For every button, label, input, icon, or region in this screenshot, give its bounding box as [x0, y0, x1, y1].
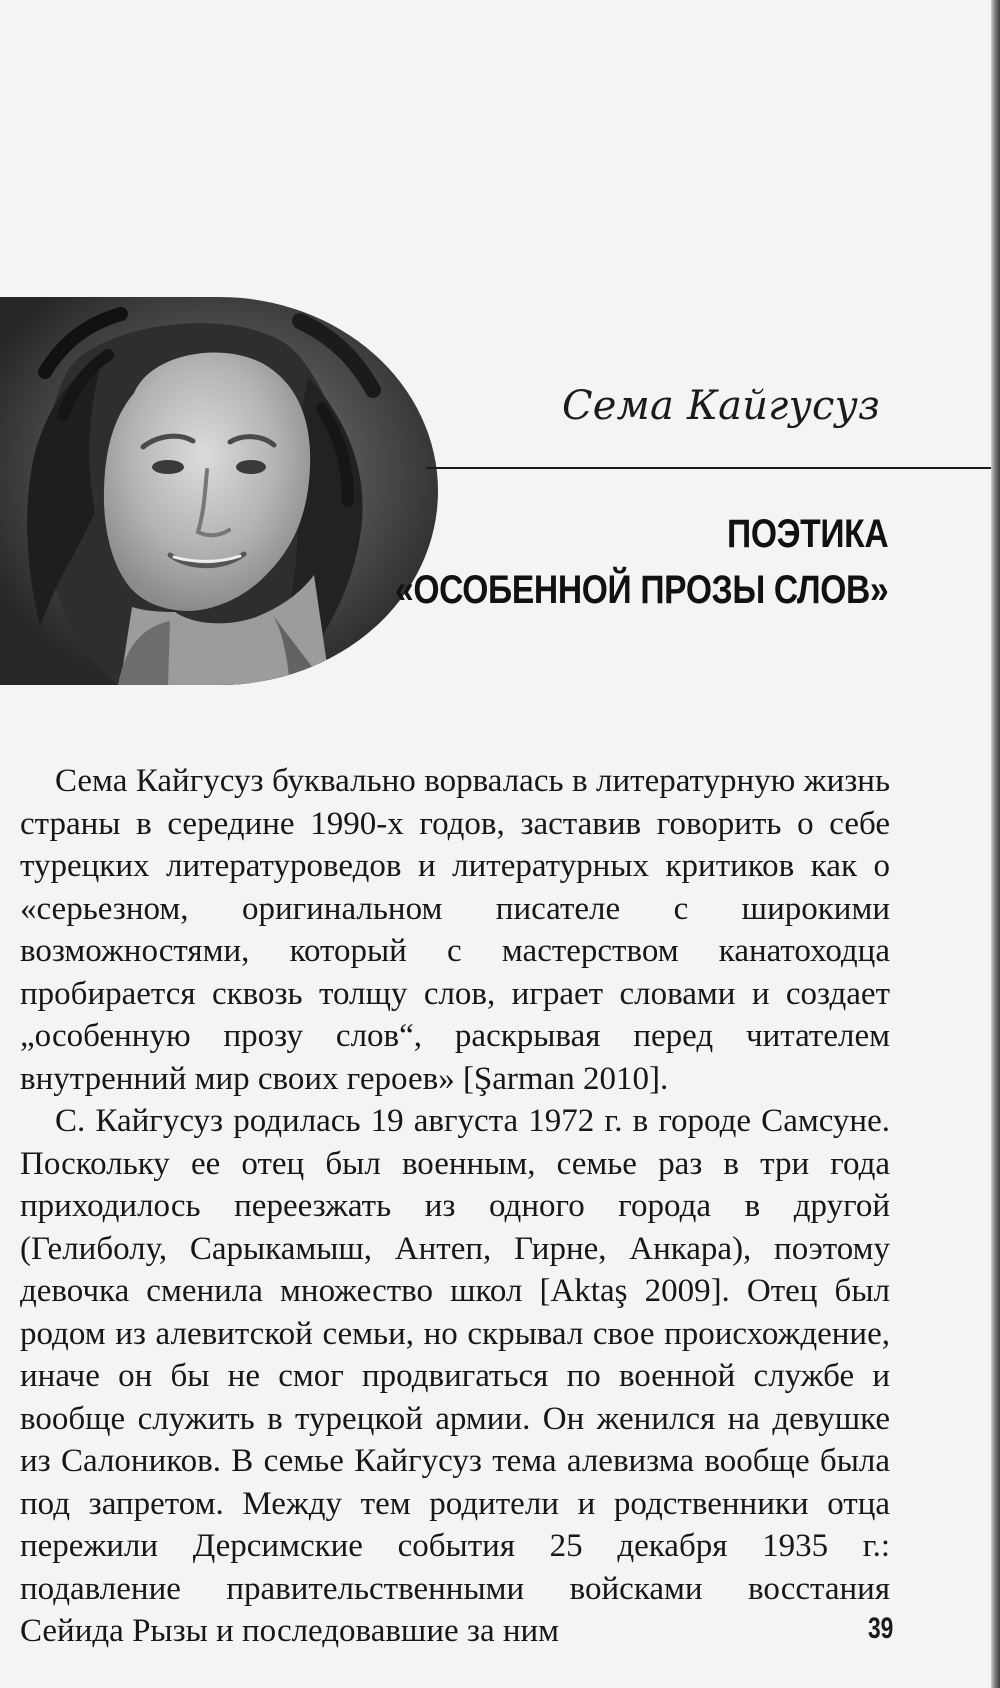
- body-text: [20, 760, 890, 1653]
- page-number: 39: [868, 1612, 894, 1645]
- body-paragraph-2: С. Кайгусуз родилась 19 августа 1972 г. в городе Самсуне. Поскольку ее отец был военным, семье раз в три года приходилось переезжать из одного города в другой (Гелиболу, Сарыкамыш, Антеп, Гирне, Анкара), поэтому девочка сменила множество школ [Aktaş 2009]. Отец был родом из алевитской семьи, но скрывал свое происхождение, иначе он бы не смог продвигаться по военной службе и вообще служить в турецкой армии. Он женился на девушке из Салоников. В семье Кайгусуз тема алевизма вообще была под запретом. Между тем родители и родственники отца пережили Дерсимские события 25 декабря 1935 г.: подавление правительственными войсками восстания Сейида Рызы и последовавшие за ним: [20, 1103, 890, 1649]
- body-paragraph-1: Сема Кайгусуз буквально ворвалась в литературную жизнь страны в середине 1990-х годов, заставив говорить о себе турецких литературоведов и литературных критиков как о «серьезном, оригинальном писателе с широкими возможностями, который с мастерством канатоходца пробирается сквозь толщу слов, играет словами и создает „особенную прозу слов“, раскрывая перед читателем внутренний мир своих героев» [Şarman 2010].: [20, 763, 890, 1097]
- author-portrait: [0, 297, 438, 685]
- author-name: Сема Кайгусуз: [561, 383, 880, 429]
- title-divider: [426, 467, 991, 469]
- page-edge-shadow: [991, 0, 1000, 1688]
- chapter-title-line-1: ПОЭТИКА: [726, 512, 888, 556]
- chapter-title-line-2: «ОСОБЕННОЙ ПРОЗЫ СЛОВ»: [394, 568, 888, 612]
- chapter-title: [395, 506, 888, 618]
